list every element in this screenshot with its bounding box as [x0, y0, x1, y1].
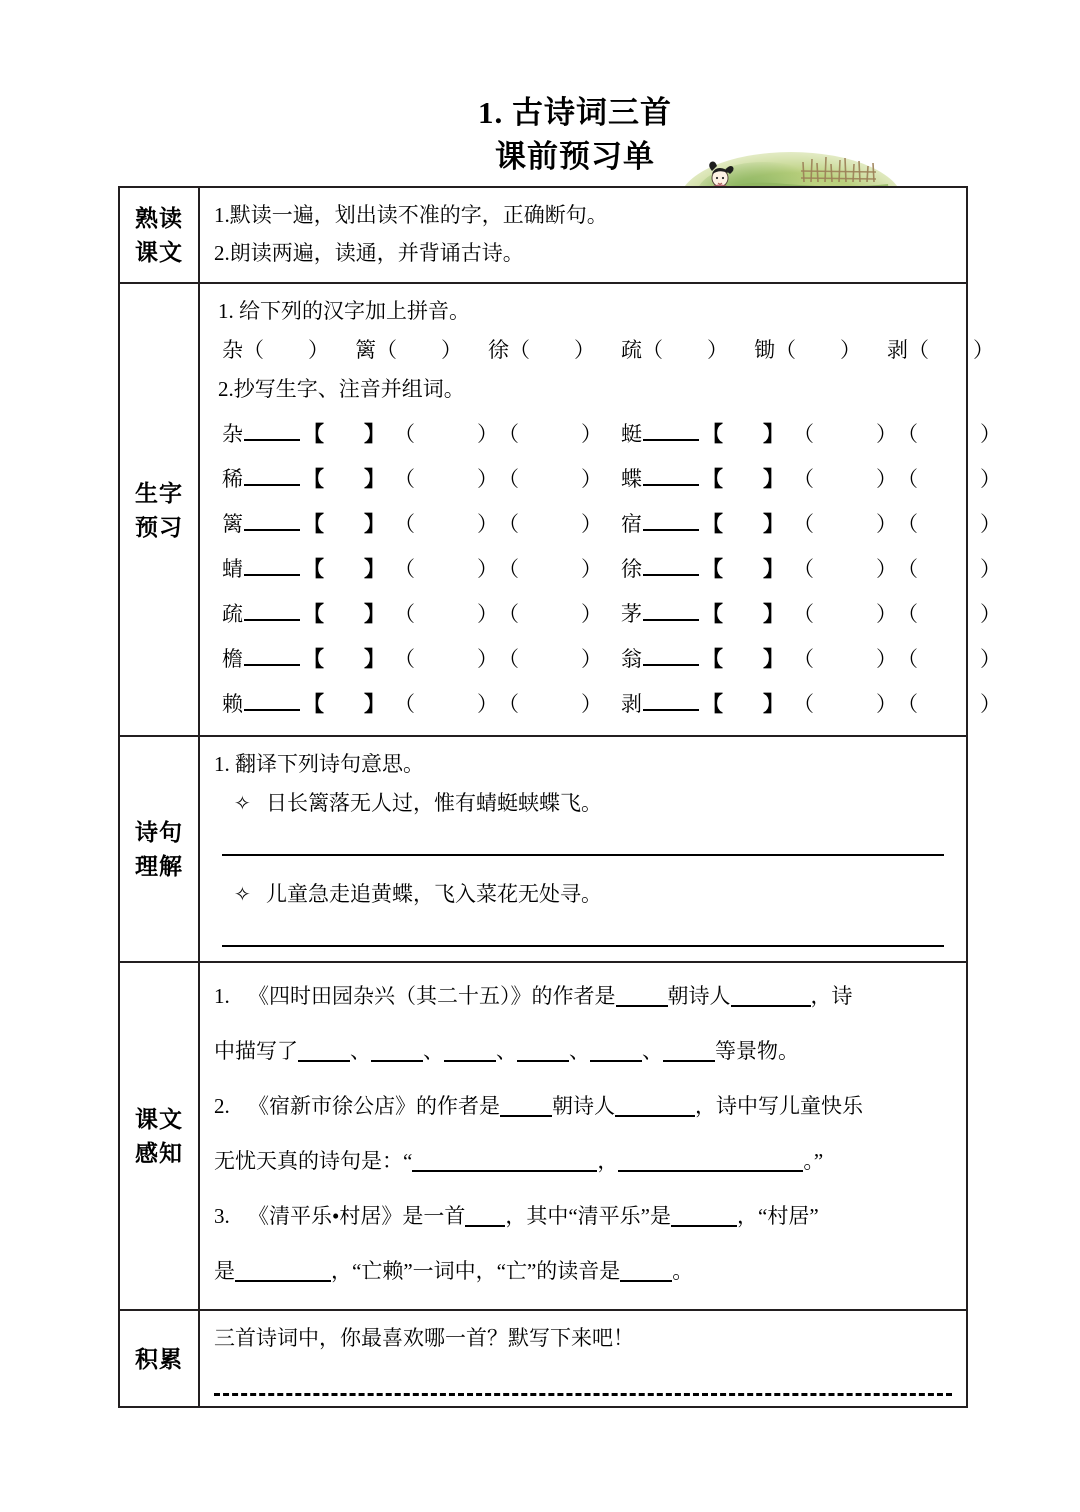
char-right-6: 剥 — [621, 691, 642, 716]
row-body-poem-understanding — [200, 737, 966, 961]
perception-q1-blank-dynasty[interactable] — [616, 985, 668, 1007]
word2-open-left-4: （ — [498, 601, 519, 626]
char-practice-left-5[interactable] — [222, 643, 621, 673]
char-left-5: 檐 — [222, 646, 243, 671]
word2-open-right-1: （ — [897, 466, 918, 491]
char-practice-row-0 — [222, 410, 1020, 455]
row-label-vocabulary-line1: 生字 — [135, 479, 183, 506]
poem-answer-rule-2[interactable] — [222, 945, 944, 947]
table-row-text-perception — [120, 963, 966, 1311]
word2-open-left-1: （ — [498, 466, 519, 491]
word2-open-right-4: （ — [897, 601, 918, 626]
row-body-vocabulary — [200, 284, 1034, 735]
row-label-vocabulary — [120, 284, 200, 735]
word1-close-left-5: ） — [477, 646, 498, 671]
word1-close-right-6: ） — [876, 691, 897, 716]
paren-close-0: ） — [308, 338, 329, 362]
word1-close-right-2: ） — [876, 511, 897, 536]
bracket-open-left-4: 【 — [303, 601, 324, 626]
row-label-vocabulary-line2: 预习 — [135, 513, 183, 540]
perception-q1-scene-blank-2[interactable] — [371, 1040, 423, 1062]
char-right-blank-4[interactable] — [643, 599, 699, 621]
bracket-close-right-6: 】 — [763, 691, 784, 716]
paren-open-0: （ — [243, 338, 264, 362]
perception-q2-line2 — [214, 1134, 952, 1189]
perception-q1-number: 1. — [214, 984, 230, 1008]
word1-open-right-0: （ — [793, 421, 814, 446]
word2-close-right-0: ） — [980, 421, 1001, 446]
word2-open-right-6: （ — [897, 691, 918, 716]
word1-open-left-6: （ — [394, 691, 415, 716]
word2-open-left-5: （ — [498, 646, 519, 671]
char-practice-row-2 — [222, 500, 1020, 545]
perception-q2-part2: 朝诗人 — [552, 1094, 615, 1118]
bracket-open-right-5: 【 — [702, 646, 723, 671]
word1-open-right-4: （ — [793, 601, 814, 626]
row-label-text-perception — [120, 963, 200, 1309]
paren-close-3: ） — [707, 338, 728, 362]
word2-open-left-0: （ — [498, 421, 519, 446]
page-title — [470, 92, 680, 178]
word2-close-right-3: ） — [980, 556, 1001, 581]
word2-close-left-5: ） — [581, 646, 602, 671]
row-label-poem-understanding — [120, 737, 200, 961]
perception-q1-sep-2: 、 — [423, 1039, 444, 1063]
accumulation-prompt: 三首诗词中，你最喜欢哪一首？默写下来吧！ — [214, 1326, 634, 1350]
bracket-open-right-2: 【 — [702, 511, 723, 536]
char-right-3: 徐 — [621, 556, 642, 581]
char-right-blank-3[interactable] — [643, 554, 699, 576]
char-practice-left-4[interactable] — [222, 598, 621, 628]
char-practice-right-3[interactable] — [621, 553, 1020, 583]
bracket-open-left-3: 【 — [303, 556, 324, 581]
perception-q3-blank-title[interactable] — [235, 1260, 331, 1282]
bracket-close-right-2: 】 — [763, 511, 784, 536]
perception-q3-line2-end: 。 — [672, 1259, 694, 1283]
bracket-open-left-5: 【 — [303, 646, 324, 671]
row-body-accumulation — [200, 1311, 966, 1406]
perception-q1-part2: 朝诗人 — [667, 984, 731, 1008]
bracket-open-left-0: 【 — [303, 421, 324, 446]
bracket-open-left-1: 【 — [303, 466, 324, 491]
bracket-close-right-4: 】 — [763, 601, 784, 626]
word1-close-left-2: ） — [477, 511, 498, 536]
paren-open-2: （ — [509, 338, 530, 362]
perception-q1-line2 — [214, 1024, 952, 1079]
page-header — [0, 70, 1080, 190]
perception-q1-sep-3: 、 — [496, 1039, 517, 1063]
bracket-open-right-0: 【 — [702, 421, 723, 446]
table-row-poem-understanding — [120, 737, 966, 963]
poem-line-1-text: 日长篱落无人过，惟有蜻蜓蛱蝶飞。 — [266, 791, 602, 815]
char-right-5: 翁 — [621, 646, 642, 671]
pinyin-item-3[interactable] — [621, 330, 728, 370]
paren-close-4: ） — [840, 338, 861, 362]
word1-open-right-6: （ — [793, 691, 814, 716]
pinyin-char-3: 疏 — [621, 338, 642, 362]
pinyin-item-2[interactable] — [488, 330, 595, 370]
pinyin-item-4[interactable] — [754, 330, 861, 370]
bracket-close-left-3: 】 — [364, 556, 385, 581]
word1-close-left-6: ） — [477, 691, 498, 716]
perception-q1-scene-blank-1[interactable] — [298, 1040, 350, 1062]
perception-q2-blank-poet[interactable] — [615, 1095, 695, 1117]
char-practice-right-0[interactable] — [621, 418, 1020, 448]
char-left-blank-0[interactable] — [244, 419, 300, 441]
perception-q1-scene-blank-4[interactable] — [517, 1040, 569, 1062]
paren-open-3: （ — [642, 338, 663, 362]
bracket-close-right-5: 】 — [763, 646, 784, 671]
perception-q1-scene-blank-5[interactable] — [590, 1040, 642, 1062]
bracket-close-left-1: 】 — [364, 466, 385, 491]
char-practice-row-6 — [222, 680, 1020, 725]
perception-q3-line2-a: 是 — [214, 1259, 235, 1283]
word1-open-right-3: （ — [793, 556, 814, 581]
preview-worksheet-table — [118, 186, 1001, 1408]
char-right-blank-0[interactable] — [643, 419, 699, 441]
perception-q1-scene-blank-3[interactable] — [444, 1040, 496, 1062]
paren-close-5: ） — [973, 338, 994, 362]
bracket-close-left-5: 】 — [364, 646, 385, 671]
char-right-0: 蜓 — [621, 421, 642, 446]
bracket-open-right-4: 【 — [702, 601, 723, 626]
char-practice-right-1[interactable] — [621, 463, 1020, 493]
bracket-close-left-4: 】 — [364, 601, 385, 626]
pinyin-item-0[interactable] — [222, 330, 329, 370]
char-left-blank-1[interactable] — [244, 464, 300, 486]
reading-item-2: 2.朗读两遍，读通，并背诵古诗。 — [214, 241, 524, 265]
word1-close-left-4: ） — [477, 601, 498, 626]
word2-open-left-3: （ — [498, 556, 519, 581]
char-practice-row-1 — [222, 455, 1020, 500]
perception-q2-line2-mid: ， — [597, 1149, 619, 1173]
char-practice-right-2[interactable] — [621, 508, 1020, 538]
perception-q2-line2-end: 。” — [803, 1149, 824, 1173]
word1-close-right-3: ） — [876, 556, 897, 581]
vocabulary-task-2: 2.抄写生字、注音并组词。 — [218, 377, 465, 401]
word1-open-right-2: （ — [793, 511, 814, 536]
poem-answer-rule-1[interactable] — [222, 854, 944, 856]
perception-q2-line2-a: 无忧天真的诗句是：“ — [214, 1149, 413, 1173]
bracket-open-left-6: 【 — [303, 691, 324, 716]
table-row-vocabulary — [120, 284, 1001, 737]
char-left-blank-5[interactable] — [244, 644, 300, 666]
perception-q1-scene-blank-6[interactable] — [663, 1040, 715, 1062]
perception-q1-part3: ，诗 — [810, 984, 853, 1008]
char-left-2: 篱 — [222, 511, 243, 536]
word2-close-left-1: ） — [581, 466, 602, 491]
char-practice-left-6[interactable] — [222, 688, 621, 718]
pinyin-item-5[interactable] — [887, 330, 994, 370]
char-practice-left-1[interactable] — [222, 463, 621, 493]
paren-close-1: ） — [441, 338, 462, 362]
word1-open-right-1: （ — [793, 466, 814, 491]
row-body-reading — [200, 188, 966, 282]
word2-close-left-2: ） — [581, 511, 602, 536]
accumulation-answer-dashed-rule[interactable] — [214, 1393, 952, 1396]
perception-q1-line2-a: 中描写了 — [214, 1039, 298, 1063]
char-practice-right-6[interactable] — [621, 688, 1020, 718]
perception-q2-part1: 《宿新市徐公店》的作者是 — [248, 1094, 500, 1118]
perception-q1-sep-5: 、 — [642, 1039, 663, 1063]
word1-close-left-0: ） — [477, 421, 498, 446]
pinyin-char-1: 篱 — [355, 338, 376, 362]
word2-close-right-2: ） — [980, 511, 1001, 536]
char-left-4: 疏 — [222, 601, 243, 626]
paren-open-4: （ — [775, 338, 796, 362]
char-left-blank-3[interactable] — [244, 554, 300, 576]
perception-q3-line2-b: ，“亡赖”一词中，“亡”的读音是 — [331, 1259, 621, 1283]
char-left-1: 稀 — [222, 466, 243, 491]
char-left-blank-4[interactable] — [244, 599, 300, 621]
perception-q1-line2-end: 等景物。 — [715, 1039, 799, 1063]
perception-q3-number: 3. — [214, 1204, 230, 1228]
perception-q3-part1: 《清平乐•村居》是一首 — [248, 1204, 466, 1228]
row-body-text-perception — [200, 963, 966, 1309]
poem-task-1: 1. 翻译下列诗句意思。 — [214, 752, 424, 776]
row-label-reading-line1: 熟读 — [135, 205, 183, 231]
table-row-accumulation — [120, 1311, 966, 1406]
char-practice-left-0[interactable] — [222, 418, 621, 448]
word2-open-right-0: （ — [897, 421, 918, 446]
poem-line-2 — [214, 874, 952, 915]
pinyin-exercise-row[interactable] — [214, 330, 1020, 370]
pinyin-char-4: 锄 — [754, 338, 775, 362]
word2-open-left-2: （ — [498, 511, 519, 536]
reading-item-1: 1.默读一遍，划出读不准的字，正确断句。 — [214, 203, 608, 227]
perception-q3-blank-genre[interactable] — [465, 1205, 505, 1227]
perception-q2-verse-blank-1[interactable] — [412, 1150, 597, 1172]
char-right-blank-2[interactable] — [643, 509, 699, 531]
bracket-open-right-3: 【 — [702, 556, 723, 581]
word1-open-right-5: （ — [793, 646, 814, 671]
bracket-close-right-0: 】 — [763, 421, 784, 446]
char-left-6: 赖 — [222, 691, 243, 716]
bracket-close-left-2: 】 — [364, 511, 385, 536]
bracket-open-right-1: 【 — [702, 466, 723, 491]
word2-open-left-6: （ — [498, 691, 519, 716]
pinyin-char-0: 杂 — [222, 338, 243, 362]
word1-open-left-5: （ — [394, 646, 415, 671]
word1-close-right-0: ） — [876, 421, 897, 446]
paren-open-1: （ — [376, 338, 397, 362]
row-label-poem-line2: 理解 — [135, 853, 183, 879]
word2-open-right-5: （ — [897, 646, 918, 671]
char-practice-left-3[interactable] — [222, 553, 621, 583]
perception-q2-blank-dynasty[interactable] — [500, 1095, 552, 1117]
perception-q1-line1 — [214, 969, 952, 1024]
word1-close-right-4: ） — [876, 601, 897, 626]
poem-line-1 — [214, 783, 952, 824]
char-right-blank-6[interactable] — [643, 689, 699, 711]
word2-open-right-3: （ — [897, 556, 918, 581]
char-left-blank-6[interactable] — [244, 689, 300, 711]
row-label-perception-line2: 感知 — [135, 1140, 183, 1166]
word2-close-left-4: ） — [581, 601, 602, 626]
char-right-blank-5[interactable] — [643, 644, 699, 666]
title-line-2: 课前预习单 — [495, 139, 655, 174]
perception-q3-part2: ，其中“清平乐”是 — [505, 1204, 672, 1228]
diamond-bullet-icon-2: ✧ — [234, 884, 251, 906]
char-practice-row-4 — [222, 590, 1020, 635]
poem-line-2-text: 儿童急走追黄蝶，飞入菜花无处寻。 — [266, 882, 602, 906]
row-label-poem-line1: 诗句 — [135, 819, 183, 845]
row-label-perception-line1: 课文 — [135, 1106, 183, 1132]
word1-open-left-3: （ — [394, 556, 415, 581]
paren-close-2: ） — [574, 338, 595, 362]
word1-open-left-2: （ — [394, 511, 415, 536]
perception-q1-sep-4: 、 — [569, 1039, 590, 1063]
character-practice-grid — [214, 408, 1020, 725]
bracket-open-left-2: 【 — [303, 511, 324, 536]
char-left-3: 蜻 — [222, 556, 243, 581]
word2-close-left-0: ） — [581, 421, 602, 446]
word2-close-right-4: ） — [980, 601, 1001, 626]
char-right-4: 茅 — [621, 601, 642, 626]
vocabulary-task-1: 1. 给下列的汉字加上拼音。 — [218, 299, 470, 323]
char-practice-row-5 — [222, 635, 1020, 680]
perception-q2-verse-blank-2[interactable] — [618, 1150, 803, 1172]
perception-q3-part3: ，“村居” — [737, 1204, 819, 1228]
char-left-0: 杂 — [222, 421, 243, 446]
char-left-blank-2[interactable] — [244, 509, 300, 531]
word1-open-left-4: （ — [394, 601, 415, 626]
char-practice-left-2[interactable] — [222, 508, 621, 538]
word2-open-right-2: （ — [897, 511, 918, 536]
perception-q3-line2 — [214, 1244, 952, 1299]
word1-close-right-1: ） — [876, 466, 897, 491]
word1-close-right-5: ） — [876, 646, 897, 671]
perception-q2-number: 2. — [214, 1094, 230, 1118]
perception-q3-blank-cipai[interactable] — [671, 1205, 737, 1227]
pinyin-item-1[interactable] — [355, 330, 462, 370]
paren-open-5: （ — [908, 338, 929, 362]
word1-close-left-3: ） — [477, 556, 498, 581]
word2-close-left-6: ） — [581, 691, 602, 716]
char-right-blank-1[interactable] — [643, 464, 699, 486]
bracket-close-left-0: 】 — [364, 421, 385, 446]
row-label-reading — [120, 188, 200, 282]
char-practice-right-5[interactable] — [621, 643, 1020, 673]
bracket-close-right-1: 】 — [763, 466, 784, 491]
row-label-accumulation-text: 积累 — [135, 1345, 183, 1372]
perception-q1-blank-poet[interactable] — [731, 985, 811, 1007]
row-label-reading-line2: 课文 — [135, 239, 183, 265]
char-right-2: 宿 — [621, 511, 642, 536]
perception-q2-part3: ，诗中写儿童快乐 — [695, 1094, 863, 1118]
perception-q1-part1: 《四时田园杂兴（其二十五）》的作者是 — [248, 984, 616, 1008]
bracket-close-right-3: 】 — [763, 556, 784, 581]
table-row-reading — [120, 188, 966, 284]
perception-q3-line1 — [214, 1189, 952, 1244]
word1-open-left-1: （ — [394, 466, 415, 491]
pinyin-char-2: 徐 — [488, 338, 509, 362]
bracket-open-right-6: 【 — [702, 691, 723, 716]
row-label-accumulation — [120, 1311, 200, 1406]
char-practice-row-3 — [222, 545, 1020, 590]
word1-open-left-0: （ — [394, 421, 415, 446]
word2-close-right-6: ） — [980, 691, 1001, 716]
diamond-bullet-icon-1: ✧ — [234, 793, 251, 815]
perception-q2-line1 — [214, 1079, 952, 1134]
word1-close-left-1: ） — [477, 466, 498, 491]
word2-close-right-1: ） — [980, 466, 1001, 491]
bracket-close-left-6: 】 — [364, 691, 385, 716]
word2-close-left-3: ） — [581, 556, 602, 581]
title-line-1: 1. 古诗词三首 — [478, 95, 672, 130]
perception-q1-sep-1: 、 — [350, 1039, 371, 1063]
char-right-1: 蝶 — [621, 466, 642, 491]
char-practice-right-4[interactable] — [621, 598, 1020, 628]
pinyin-char-5: 剥 — [887, 338, 908, 362]
word2-close-right-5: ） — [980, 646, 1001, 671]
perception-q3-blank-pronunciation[interactable] — [620, 1260, 672, 1282]
